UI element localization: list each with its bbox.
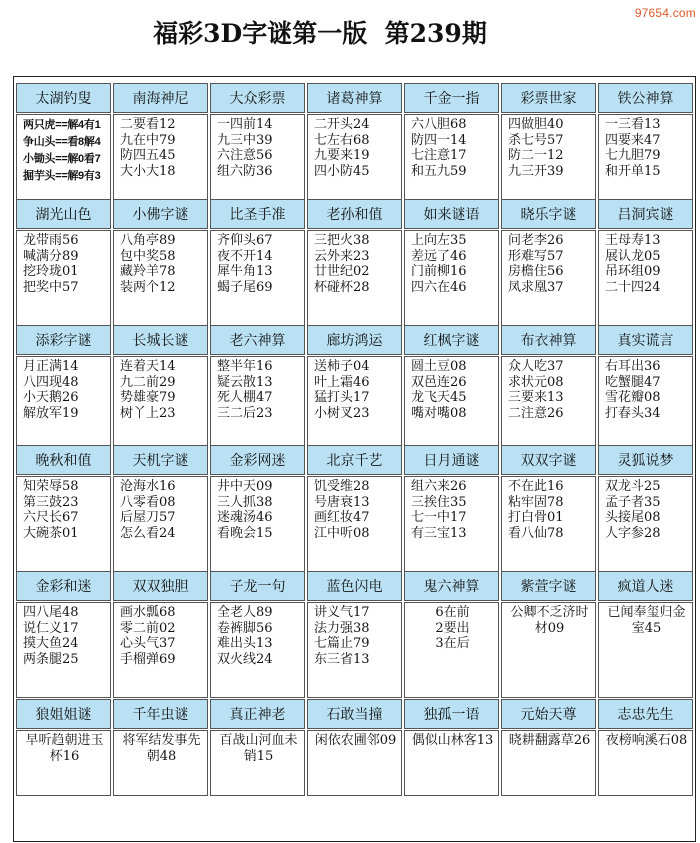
riddle-line: 已闻奉玺归金室45: [607, 605, 686, 636]
riddle-line: 小树叉23: [314, 405, 370, 421]
riddle-source-header: 石敢当撞: [307, 699, 402, 729]
riddle-line: 上向左35: [411, 233, 467, 248]
riddle-line: 知荣辱58: [23, 479, 79, 494]
riddle-cell: [598, 602, 693, 698]
riddle-cell: [113, 230, 208, 332]
riddle-line: 双火线24: [217, 651, 273, 667]
riddle-source-header: 千金一指: [404, 83, 499, 113]
riddle-line: 七左右68: [314, 132, 370, 148]
riddle-cell: [404, 602, 499, 698]
riddle-cell: [501, 476, 596, 578]
riddle-line: 卷裤脚56: [217, 620, 273, 636]
riddle-line: 众人吃37: [508, 359, 564, 374]
riddle-line: 解放军19: [23, 405, 79, 421]
riddle-source-header: 千年虫谜: [113, 699, 208, 729]
riddle-source-header: 廊坊鸿运: [307, 325, 402, 355]
riddle-source-header: 紫萱字谜: [501, 571, 596, 601]
riddle-line: 偶似山林客13: [411, 733, 494, 748]
riddle-line: 整半年16: [217, 359, 273, 374]
riddle-source-header: 晚秋和值: [16, 445, 111, 475]
riddle-line: 疑云散13: [217, 374, 273, 390]
riddle-line: 三把火38: [314, 233, 370, 248]
riddle-cell: [113, 602, 208, 698]
riddle-line: 晓耕翻露草26: [508, 733, 591, 748]
riddle-source-header: 红枫字谜: [404, 325, 499, 355]
riddle-cell: [404, 356, 499, 458]
riddle-line: 公卿不乏济时材09: [510, 605, 589, 636]
riddle-line: 迷魂汤46: [217, 510, 273, 526]
riddle-source-header: 老孙和值: [307, 199, 402, 229]
riddle-line: 右耳出36: [605, 359, 661, 374]
riddle-line: 四小防45: [314, 163, 370, 179]
riddle-line: 不在此16: [508, 479, 564, 494]
riddle-cell: [307, 230, 402, 332]
riddle-cell: [16, 476, 111, 578]
riddle-line: 猛打头17: [314, 390, 370, 406]
site-watermark: 97654.com: [634, 6, 696, 20]
riddle-line: 6在前: [435, 605, 470, 620]
riddle-cell: [16, 356, 111, 458]
riddle-line: 组六防36: [217, 163, 273, 179]
riddle-source-header: 老六神算: [210, 325, 305, 355]
riddle-cell: [113, 476, 208, 578]
riddle-line: 三二后23: [217, 405, 273, 421]
riddle-line: 喊满分89: [23, 248, 79, 264]
riddle-line: 三要来13: [508, 390, 564, 406]
riddle-line: 双邑连26: [411, 374, 467, 390]
riddle-source-header: 金彩网迷: [210, 445, 305, 475]
riddle-line: 八四现48: [23, 374, 79, 390]
riddle-line: 说仁义17: [23, 620, 79, 636]
riddle-line: 嘴对嘴08: [411, 405, 467, 421]
riddle-line: 全老人89: [217, 605, 273, 620]
riddle-line: 零二前02: [120, 620, 176, 636]
riddle-source-header: 晓乐字谜: [501, 199, 596, 229]
riddle-line: 蝎子尾69: [217, 279, 273, 295]
riddle-line: 问老李26: [508, 233, 564, 248]
riddle-line: 叶上霜46: [314, 374, 370, 390]
riddle-line: 挖玲珑01: [23, 264, 79, 280]
riddle-line: 摸大鱼24: [23, 636, 79, 652]
riddle-source-header: 真正神老: [210, 699, 305, 729]
riddle-line: 争山头==看8解4: [23, 136, 101, 148]
riddle-grid: [13, 76, 696, 842]
riddle-line: 雪花瓣08: [605, 390, 661, 406]
riddle-source-header: 比圣手准: [210, 199, 305, 229]
riddle-cell: [598, 356, 693, 458]
riddle-line: 八零看08: [120, 494, 176, 510]
riddle-source-header: 真实谎言: [598, 325, 693, 355]
riddle-line: 藏羚羊78: [120, 264, 176, 280]
riddle-cell: [598, 230, 693, 332]
riddle-line: 夜不开14: [217, 248, 273, 264]
riddle-line: 月正满14: [23, 359, 79, 374]
riddle-line: 画水瓢68: [120, 605, 176, 620]
riddle-line: 双龙斗25: [605, 479, 661, 494]
riddle-cell: [307, 356, 402, 458]
riddle-line: 怎么看24: [120, 525, 176, 541]
riddle-line: 形难写57: [508, 248, 564, 264]
riddle-source-header: 南海神尼: [113, 83, 208, 113]
riddle-source-header: 天机字谜: [113, 445, 208, 475]
riddle-line: 看八仙78: [508, 525, 564, 541]
riddle-line: 第三鼓23: [23, 494, 79, 510]
riddle-cell: [210, 476, 305, 578]
riddle-line: 组六来26: [411, 479, 467, 494]
riddle-line: 差远了46: [411, 248, 467, 264]
riddle-line: 九要来19: [314, 148, 370, 164]
riddle-line: 杯碰杯28: [314, 279, 370, 295]
page-title: 福彩3D字谜第一版 第239期: [153, 19, 487, 48]
riddle-cell: [113, 356, 208, 458]
riddle-source-header: 志忠先生: [598, 699, 693, 729]
riddle-source-header: 双双独胆: [113, 571, 208, 601]
riddle-line: 小锄头==解0看7: [23, 153, 101, 165]
riddle-line: 七注意17: [411, 148, 467, 164]
riddle-line: 粘牢固78: [508, 494, 564, 510]
riddle-source-header: 彩票世家: [501, 83, 596, 113]
riddle-line: 九三中39: [217, 132, 273, 148]
riddle-line: 将军结发事先朝48: [122, 733, 201, 764]
riddle-line: 讲义气17: [314, 605, 370, 620]
riddle-line: 圆土豆08: [411, 359, 467, 374]
riddle-source-header: 独孤一语: [404, 699, 499, 729]
riddle-line: 杀七号57: [508, 132, 564, 148]
riddle-line: 掘芋头==解9有3: [23, 170, 101, 182]
riddle-line: 后屋刀57: [120, 510, 176, 526]
riddle-line: 小天鹅26: [23, 390, 79, 406]
riddle-line: 和五九59: [411, 163, 467, 179]
riddle-line: 沧海水16: [120, 479, 176, 494]
riddle-line: 七一中17: [411, 510, 467, 526]
riddle-line: 法力强38: [314, 620, 370, 636]
riddle-source-header: 大众彩票: [210, 83, 305, 113]
riddle-source-header: 狼姐姐谜: [16, 699, 111, 729]
riddle-line: 四做胆40: [508, 117, 564, 132]
riddle-line: 门前柳16: [411, 264, 467, 280]
riddle-cell: [113, 730, 208, 796]
riddle-cell: [501, 356, 596, 458]
riddle-line: 防二一12: [508, 148, 564, 164]
riddle-line: 画红妆47: [314, 510, 370, 526]
riddle-line: 打白骨01: [508, 510, 564, 526]
riddle-cell: [501, 602, 596, 698]
riddle-line: 犀牛角13: [217, 264, 273, 280]
riddle-line: 夜榜响溪石08: [605, 733, 688, 748]
riddle-line: 防四一14: [411, 132, 467, 148]
riddle-source-header: 湖光山色: [16, 199, 111, 229]
riddle-line: 四要来47: [605, 132, 661, 148]
riddle-line: 廿世纪02: [314, 264, 370, 280]
riddle-line: 饥受维28: [314, 479, 370, 494]
riddle-line: 3在后: [435, 636, 470, 652]
riddle-source-header: 金彩和迷: [16, 571, 111, 601]
riddle-source-header: 太湖钓叟: [16, 83, 111, 113]
riddle-line: 孟子者35: [605, 494, 661, 510]
riddle-line: 连着天14: [120, 359, 176, 374]
riddle-line: 难出头13: [217, 636, 273, 652]
riddle-line: 手榴弹69: [120, 651, 176, 667]
riddle-line: 二开头24: [314, 117, 370, 132]
riddle-line: 装两个12: [120, 279, 176, 295]
riddle-cell: [16, 230, 111, 332]
riddle-line: 九在中79: [120, 132, 176, 148]
riddle-line: 心头气37: [120, 636, 176, 652]
riddle-line: 凤求凰37: [508, 279, 564, 295]
riddle-cell: [16, 730, 111, 796]
riddle-source-header: 鬼六神算: [404, 571, 499, 601]
riddle-line: 一四前14: [217, 117, 273, 132]
riddle-line: 东三省13: [314, 651, 370, 667]
riddle-line: 百战山河血未销15: [219, 733, 298, 764]
riddle-line: 把奖中57: [23, 279, 79, 295]
riddle-line: 四八尾48: [23, 605, 79, 620]
riddle-line: 云外来23: [314, 248, 370, 264]
riddle-line: 七篇止79: [314, 636, 370, 652]
riddle-line: 闲依农圃邻09: [314, 733, 397, 748]
riddle-line: 2要出: [435, 620, 470, 636]
riddle-line: 号唐衰13: [314, 494, 370, 510]
riddle-source-header: 日月通谜: [404, 445, 499, 475]
riddle-cell: [307, 602, 402, 698]
riddle-source-header: 疯道人迷: [598, 571, 693, 601]
riddle-source-header: 双双字谜: [501, 445, 596, 475]
riddle-line: 势雄豪79: [120, 390, 176, 406]
riddle-line: 展认龙05: [605, 248, 661, 264]
riddle-source-header: 布衣神算: [501, 325, 596, 355]
riddle-source-header: 长城长谜: [113, 325, 208, 355]
riddle-source-header: 北京千艺: [307, 445, 402, 475]
riddle-source-header: 诸葛神算: [307, 83, 402, 113]
riddle-line: 井中天09: [217, 479, 273, 494]
riddle-line: 七九胆79: [605, 148, 661, 164]
riddle-line: 二要看12: [120, 117, 176, 132]
riddle-line: 树丫上23: [120, 405, 176, 421]
riddle-cell: [210, 230, 305, 332]
riddle-line: 一三看13: [605, 117, 661, 132]
riddle-line: 打春头34: [605, 405, 661, 421]
riddle-line: 二注意26: [508, 405, 564, 421]
riddle-line: 包中奖58: [120, 248, 176, 264]
riddle-line: 八角亭89: [120, 233, 176, 248]
riddle-cell: [404, 230, 499, 332]
riddle-line: 防四五45: [120, 148, 176, 164]
riddle-cell: [210, 602, 305, 698]
riddle-line: 有三宝13: [411, 525, 467, 541]
riddle-line: 龙带雨56: [23, 233, 79, 248]
riddle-cell: [598, 476, 693, 578]
riddle-line: 三人抓38: [217, 494, 273, 510]
riddle-line: 人字参28: [605, 525, 661, 541]
riddle-line: 龙飞天45: [411, 390, 467, 406]
riddle-line: 看晚会15: [217, 525, 273, 541]
riddle-line: 江中听08: [314, 525, 370, 541]
riddle-line: 六注意56: [217, 148, 273, 164]
riddle-line: 三挨住35: [411, 494, 467, 510]
riddle-source-header: 如来谜语: [404, 199, 499, 229]
riddle-source-header: 元始天尊: [501, 699, 596, 729]
riddle-line: 六尺长67: [23, 510, 79, 526]
riddle-line: 死人棚47: [217, 390, 273, 406]
riddle-source-header: 灵狐说梦: [598, 445, 693, 475]
riddle-line: 房檐住56: [508, 264, 564, 280]
riddle-line: 和开单15: [605, 163, 661, 179]
riddle-source-header: 铁公神算: [598, 83, 693, 113]
riddle-line: 吊环组09: [605, 264, 661, 280]
riddle-cell: [404, 476, 499, 578]
riddle-source-header: 子龙一句: [210, 571, 305, 601]
riddle-cell: [501, 730, 596, 796]
riddle-line: 头接尾08: [605, 510, 661, 526]
riddle-cell: [307, 730, 402, 796]
riddle-source-header: 小佛字谜: [113, 199, 208, 229]
riddle-cell: [598, 730, 693, 796]
riddle-line: 大小大18: [120, 163, 176, 179]
riddle-line: 早听趋朝进玉杯16: [25, 733, 104, 764]
riddle-line: 王母寿13: [605, 233, 661, 248]
riddle-line: 四六在46: [411, 279, 467, 295]
riddle-line: 两条腿25: [23, 651, 79, 667]
riddle-line: 二十四24: [605, 279, 661, 295]
riddle-source-header: 蓝色闪电: [307, 571, 402, 601]
riddle-source-header: 添彩字谜: [16, 325, 111, 355]
riddle-line: 求状元08: [508, 374, 564, 390]
riddle-line: 吃蟹腿47: [605, 374, 661, 390]
riddle-cell: [210, 730, 305, 796]
riddle-cell: [501, 230, 596, 332]
riddle-line: 两只虎==解4有1: [23, 119, 101, 131]
riddle-line: 六八胆68: [411, 117, 467, 132]
riddle-line: 大碗茶01: [23, 525, 79, 541]
riddle-line: 九三开39: [508, 163, 564, 179]
riddle-cell: [307, 476, 402, 578]
riddle-cell: [404, 730, 499, 796]
riddle-line: 九二前29: [120, 374, 176, 390]
riddle-line: 送柿子04: [314, 359, 370, 374]
riddle-cell: [210, 356, 305, 458]
riddle-line: 齐仰头67: [217, 233, 273, 248]
riddle-cell: [16, 602, 111, 698]
riddle-source-header: 吕洞宾谜: [598, 199, 693, 229]
